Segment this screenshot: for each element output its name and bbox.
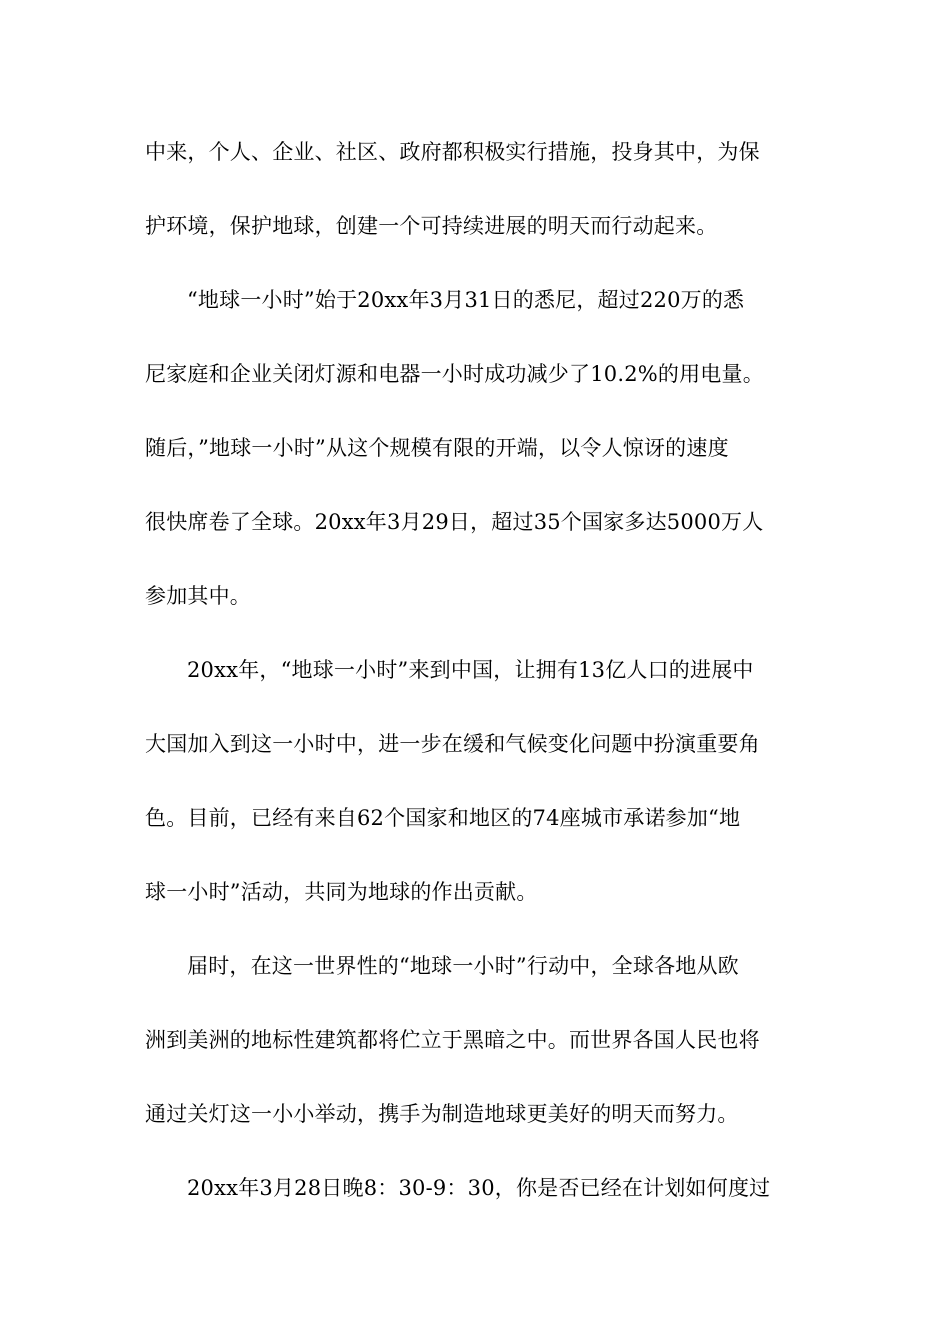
text-line: 参加其中。 bbox=[145, 584, 251, 608]
paragraph-start-line: 20xx年，“地球一小时”来到中国，让拥有13亿人口的进展中 bbox=[187, 658, 754, 682]
paragraph-start-line: “地球一小时”始于20xx年3月31日的悉尼，超过220万的悉 bbox=[187, 288, 745, 312]
text-line: 色。目前，已经有来自62个国家和地区的74座城市承诺参加“地 bbox=[145, 806, 741, 830]
text-line: 球一小时”活动，共同为地球的作出贡献。 bbox=[145, 880, 538, 904]
text-line: 洲到美洲的地标性建筑都将伫立于黑暗之中。而世界各国人民也将 bbox=[145, 1028, 760, 1052]
paragraph-start-line: 届时，在这一世界性的“地球一小时”行动中，全球各地从欧 bbox=[187, 954, 739, 978]
text-line: 随后，”地球一小时”从这个规模有限的开端，以令人惊讶的速度 bbox=[145, 436, 729, 460]
text-line: 尼家庭和企业关闭灯源和电器一小时成功减少了10.2%的用电量。 bbox=[145, 362, 764, 386]
text-line: 大国加入到这一小时中，进一步在缓和气候变化问题中扮演重要角 bbox=[145, 732, 760, 756]
text-line: 通过关灯这一小小举动，携手为制造地球更美好的明天而努力。 bbox=[145, 1102, 739, 1126]
text-line: 很快席卷了全球。20xx年3月29日，超过35个国家多达5000万人 bbox=[145, 510, 764, 534]
text-line: 护环境，保护地球，创建一个可持续进展的明天而行动起来。 bbox=[145, 214, 718, 238]
text-line: 中来，个人、企业、社区、政府都积极实行措施，投身其中，为保 bbox=[145, 140, 760, 164]
paragraph-start-line: 20xx年3月28日晚8：30-9：30，你是否已经在计划如何度过 bbox=[187, 1176, 771, 1200]
